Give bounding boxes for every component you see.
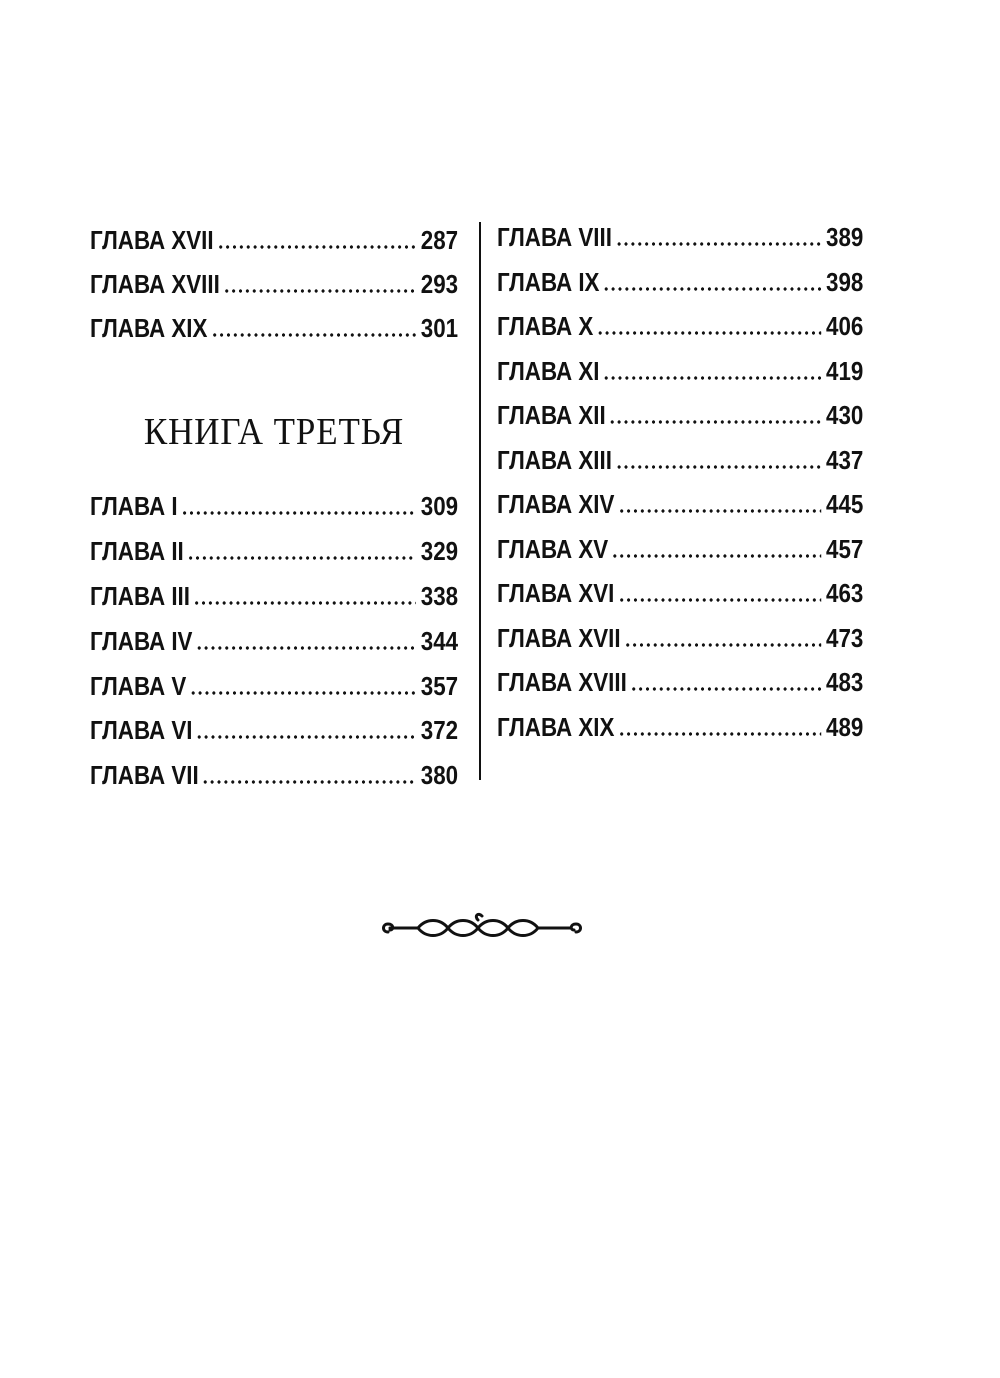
- toc-entry-page: 419: [826, 356, 864, 386]
- toc-entry-page: 380: [420, 760, 459, 790]
- dot-leader: [603, 376, 821, 380]
- toc-entry-label: ГЛАВА XII: [497, 400, 606, 430]
- toc-entry-label: ГЛАВА XIX: [90, 313, 208, 343]
- dot-leader: [187, 556, 415, 560]
- toc-entry: [90, 626, 458, 656]
- toc-entry-label: ГЛАВА XVII: [90, 225, 214, 255]
- toc-entry: [497, 445, 863, 475]
- toc-entry-page: 293: [420, 269, 459, 299]
- toc-entry-label: ГЛАВА V: [90, 671, 187, 701]
- toc-entry-label: ГЛАВА XVII: [497, 623, 621, 653]
- toc-entry: [90, 536, 458, 566]
- toc-entry-page: 483: [826, 667, 864, 697]
- toc-entry-page: 389: [826, 222, 864, 252]
- dot-leader: [615, 242, 821, 246]
- dot-leader: [618, 598, 821, 602]
- toc-entry: [90, 671, 458, 701]
- toc-entry-page: 357: [420, 671, 459, 701]
- toc-entry: [90, 760, 458, 790]
- toc-entry: [497, 222, 863, 252]
- toc-entry-label: ГЛАВА XIX: [497, 712, 615, 742]
- toc-entry: [90, 491, 458, 521]
- flourish-ornament-icon: [378, 910, 588, 946]
- dot-leader: [624, 643, 821, 647]
- toc-entry-label: ГЛАВА IX: [497, 267, 600, 297]
- toc-entry: [497, 667, 863, 697]
- toc-entry: [497, 267, 863, 297]
- toc-entry-page: 372: [420, 715, 459, 745]
- toc-entry: [497, 489, 863, 519]
- dot-leader: [603, 287, 821, 291]
- toc-entry-page: 437: [826, 445, 864, 475]
- toc-entry: [497, 623, 863, 653]
- toc-entry-page: 287: [420, 225, 459, 255]
- toc-entry: [497, 311, 863, 341]
- toc-entry-page: 463: [826, 578, 864, 608]
- toc-entry: [497, 534, 863, 564]
- toc-entry: [90, 715, 458, 745]
- toc-entry: [497, 356, 863, 386]
- toc-entry: [90, 225, 458, 255]
- toc-entry-page: 473: [826, 623, 864, 653]
- dot-leader: [618, 509, 821, 513]
- toc-entry-label: ГЛАВА XVIII: [90, 269, 220, 299]
- toc-entry-label: ГЛАВА IV: [90, 626, 193, 656]
- dot-leader: [612, 554, 821, 558]
- dot-leader: [630, 687, 821, 691]
- toc-entry-page: 430: [826, 400, 864, 430]
- dot-leader: [196, 735, 416, 739]
- column-divider: [479, 222, 481, 780]
- dot-leader: [217, 245, 416, 249]
- toc-entry: [90, 581, 458, 611]
- dot-leader: [193, 601, 415, 605]
- toc-entry-label: ГЛАВА XIV: [497, 489, 615, 519]
- toc-entry: [90, 313, 458, 343]
- toc-entry-page: 309: [420, 491, 459, 521]
- toc-entry-page: 329: [420, 536, 459, 566]
- book-title: КНИГА ТРЕТЬЯ: [143, 411, 405, 453]
- toc-entry: [90, 269, 458, 299]
- toc-entry-page: 344: [420, 626, 459, 656]
- toc-entry-page: 338: [420, 581, 459, 611]
- toc-entry: [497, 400, 863, 430]
- toc-entry-label: ГЛАВА VII: [90, 760, 199, 790]
- toc-entry-label: ГЛАВА VIII: [497, 222, 612, 252]
- toc-entry-page: 445: [826, 489, 864, 519]
- dot-leader: [223, 289, 415, 293]
- toc-entry-label: ГЛАВА XIII: [497, 445, 612, 475]
- dot-leader: [202, 780, 415, 784]
- toc-entry-page: 489: [826, 712, 864, 742]
- toc-entry-label: ГЛАВА II: [90, 536, 184, 566]
- toc-entry-label: ГЛАВА III: [90, 581, 190, 611]
- toc-entry: [497, 578, 863, 608]
- toc-entry-label: ГЛАВА XI: [497, 356, 600, 386]
- toc-entry-page: 398: [826, 267, 864, 297]
- toc-entry-label: ГЛАВА XVI: [497, 578, 615, 608]
- toc-entry: [497, 712, 863, 742]
- toc-entry-page: 406: [826, 311, 864, 341]
- toc-entry-label: ГЛАВА XV: [497, 534, 609, 564]
- toc-entry-page: 457: [826, 534, 864, 564]
- dot-leader: [181, 511, 416, 515]
- toc-entry-label: ГЛАВА VI: [90, 715, 193, 745]
- dot-leader: [196, 646, 416, 650]
- toc-entry-page: 301: [420, 313, 459, 343]
- toc-entry-label: ГЛАВА XVIII: [497, 667, 627, 697]
- dot-leader: [190, 691, 416, 695]
- dot-leader: [211, 333, 416, 337]
- dot-leader: [597, 331, 821, 335]
- dot-leader: [615, 465, 821, 469]
- toc-entry-label: ГЛАВА I: [90, 491, 178, 521]
- dot-leader: [618, 732, 821, 736]
- toc-entry-label: ГЛАВА X: [497, 311, 594, 341]
- dot-leader: [609, 420, 821, 424]
